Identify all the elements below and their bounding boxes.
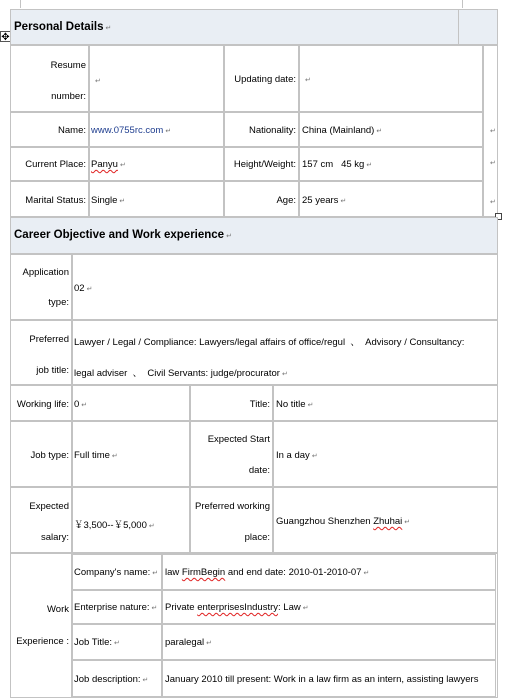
preferred-working-place-value-cell[interactable] bbox=[273, 487, 498, 553]
nationality-label: Nationality: bbox=[249, 125, 296, 136]
updating-date-label-cell bbox=[224, 45, 299, 112]
job-title-label: Job Title: bbox=[74, 637, 113, 648]
job-description-value: January 2010 till present: Work in a law firm as an intern, assisting lawyers bbox=[165, 674, 479, 685]
working-life-value: 0 bbox=[74, 399, 80, 410]
preferred-job-title-label-cell: Preferred job title: bbox=[10, 320, 72, 385]
height-weight-label: Height/Weight: bbox=[233, 159, 296, 170]
expected-start-label: Expected Start bbox=[207, 434, 270, 445]
age-value: 25 years bbox=[302, 195, 339, 206]
preferred-working-place-label-cell: Preferred working place: bbox=[190, 487, 273, 553]
right-margin-cell: ↵ ↵ ↵ bbox=[483, 45, 498, 217]
resume-number-label-cell: Resume number: bbox=[10, 45, 89, 112]
working-life-value-cell[interactable]: 0 ↵ bbox=[72, 385, 190, 421]
marital-status-value-cell[interactable]: Single ↵ bbox=[89, 181, 224, 217]
current-place-value-cell[interactable]: Panyu ↵ bbox=[89, 147, 224, 181]
height-weight-label-cell bbox=[224, 147, 299, 181]
preferred-job-title-label: Preferred bbox=[29, 334, 69, 345]
current-place-label: Current Place: bbox=[25, 159, 86, 170]
age-label: Age: bbox=[276, 195, 296, 206]
application-type-value-cell[interactable]: 02 ↵ bbox=[72, 254, 498, 320]
expected-salary-value-cell[interactable]: ￥3,500--￥5,000 ↵ bbox=[72, 487, 190, 553]
job-description-value-cell[interactable] bbox=[162, 660, 496, 697]
preferred-job-title-line-1: Lawyer / Legal / Compliance: Lawyers/legal affairs of office/regul 、 Advisory / Consultancy: bbox=[74, 337, 465, 348]
application-type-label-cell: Application type: bbox=[10, 254, 72, 320]
age-value-cell[interactable]: 25 years ↵ bbox=[299, 181, 483, 217]
top-rule bbox=[462, 0, 463, 8]
resume-number-label: Resume bbox=[50, 60, 86, 71]
job-type-value-cell[interactable]: Full time ↵ bbox=[72, 421, 190, 487]
marital-status-label-cell bbox=[10, 181, 89, 217]
personal-details-title: Personal Details ↵ bbox=[14, 21, 112, 33]
career-objective-header bbox=[10, 217, 498, 254]
expected-start-label-cell: Expected Start date: bbox=[190, 421, 273, 487]
title-label-cell bbox=[190, 385, 273, 421]
enterprise-nature-value: Private enterprisesIndustry: Law ↵ bbox=[165, 602, 309, 613]
expected-salary-label: Expected bbox=[29, 501, 69, 512]
work-experience-label-cell: Work Experience : bbox=[10, 553, 72, 698]
expected-salary-value: ￥3,500--￥5,000 bbox=[74, 520, 147, 531]
company-name-label: Company's name: bbox=[74, 567, 151, 578]
expected-start-value: In a day bbox=[276, 450, 310, 461]
current-place-label-cell bbox=[10, 147, 89, 181]
working-life-label-cell bbox=[10, 385, 72, 421]
enterprise-nature-label-cell: Enterprise nature: ↵ bbox=[72, 590, 162, 624]
job-title-label-cell: Job Title: ↵ bbox=[72, 624, 162, 660]
nationality-value: China (Mainland) bbox=[302, 125, 375, 136]
application-type-value: 02 bbox=[74, 283, 85, 294]
work-experience-label: Work bbox=[47, 604, 69, 615]
title-label: Title: bbox=[249, 399, 270, 410]
company-name-value-cell[interactable] bbox=[162, 554, 496, 590]
resume-number-value-cell[interactable]: ↵ bbox=[89, 45, 224, 112]
personal-details-header bbox=[10, 9, 498, 45]
job-title-value-cell[interactable]: paralegal ↵ bbox=[162, 624, 496, 660]
name-label-cell bbox=[10, 112, 89, 147]
job-type-value: Full time bbox=[74, 450, 110, 461]
name-label: Name: bbox=[58, 125, 86, 136]
height-weight-value-cell[interactable]: 157 cm 45 kg ↵ bbox=[299, 147, 483, 181]
top-rule bbox=[20, 0, 21, 8]
preferred-working-place-label: Preferred working bbox=[195, 501, 270, 512]
nationality-label-cell bbox=[224, 112, 299, 147]
expected-start-value-cell[interactable]: In a day ↵ bbox=[273, 421, 498, 487]
preferred-working-place-value: Guangzhou Shenzhen Zhuhai ↵ bbox=[276, 516, 411, 527]
title-value: No title bbox=[276, 399, 306, 410]
job-type-label: Job type: bbox=[30, 450, 69, 461]
enterprise-nature-label: Enterprise nature: bbox=[74, 602, 150, 613]
name-value-link[interactable]: www.0755rc.com bbox=[91, 125, 164, 136]
title-value-cell[interactable]: No title ↵ bbox=[273, 385, 498, 421]
working-life-label: Working life: bbox=[16, 399, 69, 410]
career-objective-title: Career Objective and Work experience ↵ bbox=[14, 229, 232, 241]
age-label-cell bbox=[224, 181, 299, 217]
updating-date-value-cell[interactable]: ↵ bbox=[299, 45, 483, 112]
table-move-handle-icon[interactable]: ✥ bbox=[1, 32, 10, 43]
application-type-label: Application bbox=[22, 267, 69, 278]
preferred-job-title-value-cell[interactable] bbox=[72, 320, 498, 385]
company-name-value: law FirmBegin and end date: 2010-01-2010-07 ↵ bbox=[165, 567, 370, 578]
updating-date-label: Updating date: bbox=[234, 74, 296, 85]
enterprise-nature-value-cell[interactable] bbox=[162, 590, 496, 624]
job-description-label: Job description: bbox=[74, 674, 141, 685]
job-title-value: paralegal bbox=[165, 637, 205, 648]
marital-status-label: Marital Status: bbox=[25, 195, 86, 206]
company-name-label-cell: Company's name: ↵ bbox=[72, 554, 162, 590]
expected-salary-label-cell: Expected salary: bbox=[10, 487, 72, 553]
name-value-cell[interactable]: www.0755rc.com ↵ bbox=[89, 112, 224, 147]
current-place-value: Panyu bbox=[91, 159, 118, 170]
nationality-value-cell[interactable]: China (Mainland) ↵ bbox=[299, 112, 483, 147]
job-type-label-cell bbox=[10, 421, 72, 487]
height-weight-value: 157 cm 45 kg bbox=[302, 159, 365, 170]
preferred-job-title-line-2: legal adviser 、 Civil Servants: judge/procurator ↵ bbox=[74, 368, 288, 379]
job-description-label-cell: Job description: ↵ bbox=[72, 660, 162, 697]
marital-status-value: Single bbox=[91, 195, 118, 206]
